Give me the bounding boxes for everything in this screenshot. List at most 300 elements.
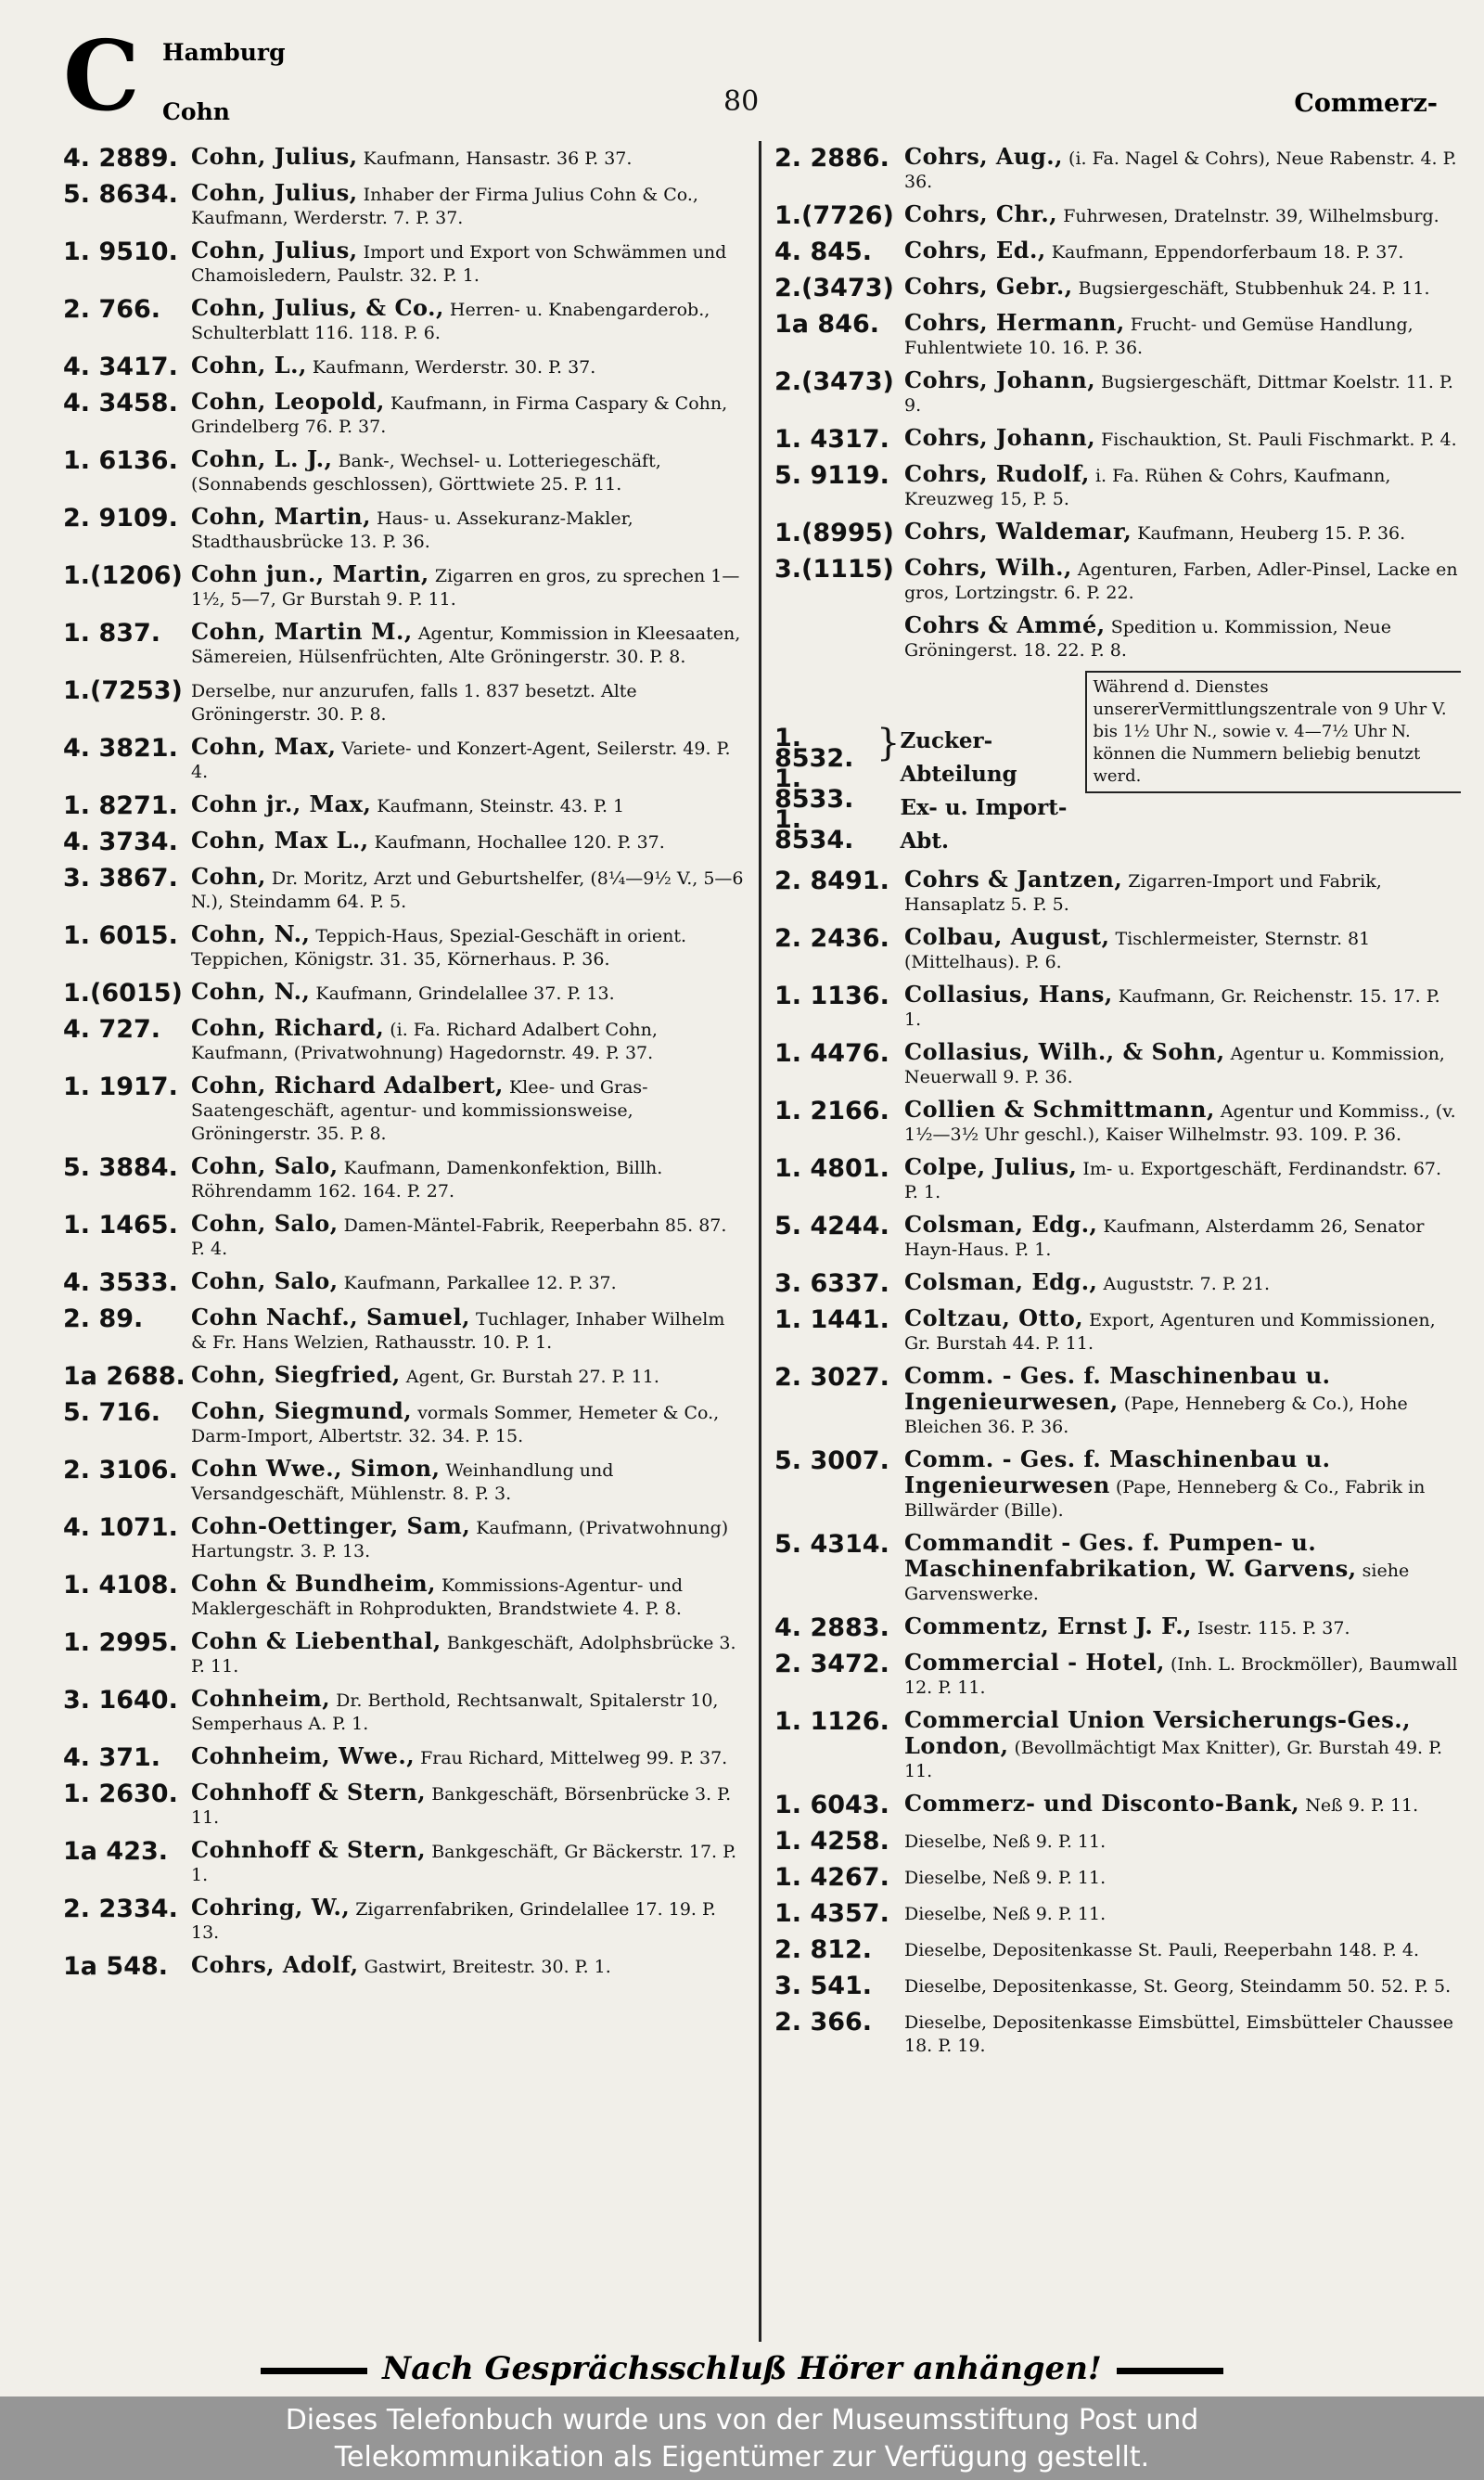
subscriber-name: Collien & Schmittmann, (904, 1096, 1215, 1123)
phone-number: 3. 1640. (63, 1686, 178, 1715)
phone-number: 3.(1115) (774, 555, 894, 584)
listing-entry (774, 1936, 1461, 1964)
listing-text (191, 1953, 745, 1979)
listing-details: Isestr. 115. P. 37. (1196, 1618, 1350, 1638)
listing-entry (774, 145, 1461, 194)
phone-number: 1. 6136. (63, 446, 178, 475)
listing-details: Frucht- und Gemüse Handlung, Fuhlentwiete 10. 16. P. 36. (904, 315, 1414, 358)
subscriber-name: Cohn, Salo, (191, 1152, 339, 1179)
listing-details: Kommissions-Agentur- und Maklergeschäft in Rohprodukten, Brandstwiete 4. P. 8. (191, 1575, 684, 1619)
listing-text (904, 1213, 1461, 1262)
listing-entry (63, 145, 745, 173)
listing-details: Klee- und Gras-Saatengeschäft, agentur- und kommissionsweise, Gröningerstr. 35. P. 8. (191, 1077, 648, 1144)
subscriber-name: Coltzau, Otto, (904, 1304, 1084, 1331)
listing-details: Bankgeschäft, Gr Bäckerstr. 17. P. 1. (191, 1842, 737, 1885)
listing-details: Dieselbe, Neß 9. P. 11. (904, 1868, 1107, 1888)
listing-details: Inhaber der Firma Julius Cohn & Co., Kaufmann, Werderstr. 7. P. 37. (191, 185, 698, 228)
listing-entry (63, 1457, 745, 1506)
listing-text (904, 1306, 1461, 1356)
phone-number: 2. 366. (774, 2008, 873, 2037)
listing-text (904, 1447, 1461, 1523)
listing-entry (63, 1073, 745, 1146)
listing-details: i. Fa. Rühen & Cohrs, Kaufmann, Kreuzweg 15, P. 5. (904, 466, 1391, 509)
listing-details: Bankgeschäft, Adolphsbrücke 3. P. 11. (191, 1633, 736, 1677)
phone-number: 4. 727. (63, 1015, 161, 1044)
listing-details: Variete- und Konzert-Agent, Seilerstr. 49. P. 4. (191, 739, 731, 782)
listing-text (904, 613, 1461, 662)
listing-entry (63, 865, 745, 914)
listing-entry (63, 505, 745, 554)
subscriber-name: Cohn, Richard Adalbert, (191, 1072, 504, 1099)
box-number: 1. 8534. (774, 805, 854, 855)
listing-details: Im- u. Exportgeschäft, Ferdinandstr. 67. P. 1. (904, 1159, 1442, 1202)
phone-number: 5. 4314. (774, 1530, 889, 1559)
listing-entry (63, 181, 745, 230)
listing-entry (63, 1269, 745, 1297)
listing-details: Gastwirt, Breitestr. 30. P. 1. (364, 1957, 611, 1977)
box-labels (900, 725, 1085, 858)
listing-entry (63, 1305, 745, 1355)
page-number: 80 (723, 85, 760, 118)
listing-entry (774, 275, 1461, 302)
phone-number: 1. 1136. (774, 982, 889, 1010)
listing-details: Damen-Mäntel-Fabrik, Reeperbahn 85. 87. P. 4. (191, 1215, 727, 1259)
subscriber-name: Commercial - Hotel, (904, 1649, 1165, 1676)
subscriber-name: Cohn, Julius, (191, 179, 358, 206)
listing-details: vormals Sommer, Hemeter & Co., Darm-Import, Albertstr. 32. 34. P. 15. (191, 1403, 720, 1446)
slogan-rule-left (261, 2368, 367, 2374)
listing-details: Fuhrwesen, Dratelnstr. 39, Wilhelmsburg. (1063, 206, 1439, 226)
listing-entry (63, 792, 745, 820)
phone-number: 2. 8491. (774, 867, 889, 895)
listing-details: Bank-, Wechsel- u. Lotteriegeschäft, (Sonnabends geschlossen), Görttwiete 25. P. 11. (191, 451, 661, 495)
subscriber-name: Commerz- und Disconto-Bank, (904, 1790, 1300, 1817)
phone-number: 2. 2886. (774, 144, 889, 173)
listing-entry (63, 1953, 745, 1981)
listing-entry (774, 1900, 1461, 1928)
credit-line: Telekommunikation als Eigentümer zur Verfügung gestellt. (334, 2441, 1150, 2474)
phone-number: 1. 9510. (63, 238, 178, 266)
listing-text (191, 1838, 745, 1887)
listing-text (191, 1073, 745, 1146)
phone-number: 1. 4357. (774, 1899, 889, 1928)
listing-text (191, 1780, 745, 1830)
listing-entry (63, 1154, 745, 1203)
subscriber-name: Cohrs, Johann, (904, 366, 1096, 393)
listing-text (904, 1864, 1461, 1890)
listing-details: Kaufmann, Parkallee 12. P. 37. (343, 1273, 617, 1293)
page-header (0, 0, 1484, 139)
listing-details: Auguststr. 7. P. 21. (1103, 1274, 1271, 1294)
listing-text (904, 556, 1461, 605)
subscriber-name: Cohn, L. J., (191, 445, 333, 472)
phone-number: 3. 6337. (774, 1269, 889, 1298)
section-letter: C (63, 19, 140, 133)
listing-details: Kaufmann, Damenkonfektion, Billh. Röhrendamm 162. 164. P. 27. (191, 1158, 663, 1201)
slogan-rule-right (1117, 2368, 1223, 2374)
listing-details: Dieselbe, Depositenkasse St. Pauli, Reeperbahn 148. P. 4. (904, 1940, 1419, 1960)
subscriber-name: Cohnheim, Wwe., (191, 1742, 416, 1769)
phone-number: 2. 3106. (63, 1456, 178, 1484)
phone-number: 2.(3473) (774, 274, 894, 302)
subscriber-name: Cohn & Bundheim, (191, 1570, 436, 1597)
subscriber-name: Cohn Wwe., Simon, (191, 1455, 441, 1482)
listing-entry (774, 238, 1461, 266)
listing-entry (63, 390, 745, 439)
subscriber-name: Cohn, Julius, & Co., (191, 294, 444, 321)
listing-text (191, 922, 745, 971)
listing-text (904, 462, 1461, 511)
listing-entry (63, 735, 745, 784)
listing-entry (63, 353, 745, 381)
listing-text (191, 1212, 745, 1261)
listing-entry (63, 620, 745, 669)
listing-entry (63, 1744, 745, 1772)
subscriber-name: Cohring, W., (191, 1894, 351, 1921)
listing-text (191, 1629, 745, 1678)
listing-text (191, 1457, 745, 1506)
listing-details: (Pape, Henneberg & Co.), Hohe Bleichen 36. P. 36. (904, 1394, 1408, 1437)
subscriber-name: Cohn-Oettinger, Sam, (191, 1512, 471, 1539)
listing-details: (i. Fa. Nagel & Cohrs), Neue Rabenstr. 4. P. 36. (904, 148, 1457, 192)
listing-text (904, 1270, 1461, 1296)
listing-entry (774, 925, 1461, 974)
listing-entry (63, 1572, 745, 1621)
listing-text (191, 145, 745, 171)
subscriber-name: Cohnhoff & Stern, (191, 1836, 427, 1863)
listing-text (191, 1016, 745, 1065)
box-number: 1. 8532. (774, 724, 854, 773)
exchange-box (774, 671, 1461, 858)
credit-line: Dieses Telefonbuch wurde uns von der Museumsstiftung Post und (285, 2404, 1199, 2436)
phone-number: 1. 2995. (63, 1628, 178, 1657)
subscriber-name: Cohn, Richard, (191, 1014, 385, 1041)
listing-text (904, 275, 1461, 301)
listing-entry (774, 867, 1461, 917)
listing-details: Derselbe, nur anzurufen, falls 1. 837 besetzt. Alte Gröningerstr. 30. P. 8. (191, 681, 637, 725)
phone-number: 4. 2889. (63, 144, 178, 173)
listing-details: Dieselbe, Depositenkasse Eimsbüttel, Eimsbütteler Chaussee 18. P. 19. (904, 2012, 1453, 2056)
listing-entry (63, 1363, 745, 1391)
listing-text (191, 447, 745, 496)
listing-details: siehe Garvenswerke. (904, 1561, 1410, 1604)
phone-number: 1. 1917. (63, 1073, 178, 1101)
phone-number: 1.(6015) (63, 979, 183, 1008)
phone-number: 2. 3472. (774, 1650, 889, 1678)
listing-details: Spedition u. Kommission, Neue Gröningerst. 18. 22. P. 8. (904, 617, 1392, 661)
header-keyword: Commerz- (1294, 89, 1438, 118)
subscriber-name: Cohrs & Ammé, (904, 611, 1106, 638)
listing-details: Agentur und Kommiss., (v. 1½—3½ Uhr geschl.), Kaiser Wilhelmstr. 93. 109. P. 36. (904, 1101, 1456, 1145)
listing-details: Dieselbe, Neß 9. P. 11. (904, 1831, 1107, 1852)
listing-entry (63, 1399, 745, 1448)
listing-details: Neß 9. P. 11. (1305, 1795, 1419, 1816)
phone-number: 5. 3007. (774, 1446, 889, 1475)
listing-details: Dieselbe, Depositenkasse, St. Georg, Steindamm 50. 52. P. 5. (904, 1976, 1452, 1997)
subscriber-name: Cohn, Max L., (191, 827, 369, 854)
phone-number: 2. 812. (774, 1935, 873, 1964)
listing-details: Kaufmann, Alsterdamm 26, Senator Hayn-Haus. P. 1. (904, 1216, 1425, 1260)
listing-details: Import und Export von Schwämmen und Chamoisledern, Paulstr. 32. P. 1. (191, 242, 727, 286)
listing-text (191, 390, 745, 439)
phone-number: 3. 3867. (63, 864, 178, 893)
listing-details: Kaufmann, Hochallee 120. P. 37. (374, 832, 665, 853)
listing-details: Bugsiergeschäft, Stubbenhuk 24. P. 11. (1078, 278, 1430, 299)
listing-text (191, 865, 745, 914)
listing-entry (774, 1447, 1461, 1523)
subscriber-name: Cohrs, Chr., (904, 200, 1058, 227)
listing-text (191, 735, 745, 784)
subscriber-name: Cohn, Siegmund, (191, 1397, 413, 1424)
phone-number: 1. 837. (63, 619, 161, 648)
header-name-range: Cohn (162, 98, 230, 125)
listing-text (191, 1154, 745, 1203)
phone-number: 1. 4108. (63, 1571, 178, 1600)
phone-number: 1.(7253) (63, 676, 183, 705)
listing-details: Dr. Berthold, Rechtsanwalt, Spitalerstr 10, Semperhaus A. P. 1. (191, 1690, 719, 1734)
listing-details: Bankgeschäft, Börsenbrücke 3. P. 11. (191, 1784, 732, 1828)
listing-details: Kaufmann, Gr. Reichenstr. 15. 17. P. 1. (904, 986, 1440, 1030)
subscriber-name: Cohn, N., (191, 978, 311, 1005)
listing-entry (63, 1212, 745, 1261)
phone-number: 5. 3884. (63, 1153, 178, 1182)
listing-text (191, 1572, 745, 1621)
phone-number: 2. 9109. (63, 504, 178, 533)
listing-entry (63, 922, 745, 971)
subscriber-name: Cohrs, Ed., (904, 237, 1046, 263)
listing-details: Kaufmann, Steinstr. 43. P. 1 (377, 796, 625, 816)
listing-text (191, 1687, 745, 1736)
slogan (0, 2350, 1484, 2387)
phone-number: 1.(1206) (63, 561, 183, 590)
listing-entry (63, 1514, 745, 1563)
subscriber-name: Comm. - Ges. f. Maschinenbau u. Ingenieurwesen (904, 1446, 1331, 1498)
listing-text (904, 520, 1461, 546)
listing-entry (63, 296, 745, 345)
subscriber-name: Cohn, Julius, (191, 143, 358, 170)
phone-number: 4. 3458. (63, 389, 178, 418)
listing-details: Kaufmann, Grindelallee 37. P. 13. (315, 983, 615, 1004)
listing-entry (774, 1270, 1461, 1298)
phone-number: 1. 2166. (774, 1097, 889, 1125)
listing-text (191, 238, 745, 288)
phone-number: 1. 4267. (774, 1863, 889, 1892)
phone-number: 1. 1441. (774, 1305, 889, 1334)
listing-text (904, 1040, 1461, 1089)
listing-entry (774, 1708, 1461, 1783)
phone-number: 3. 541. (774, 1972, 873, 2000)
listing-details: Bugsiergeschäft, Dittmar Koelstr. 11. P. 9. (904, 372, 1453, 416)
listing-text (191, 829, 745, 855)
listing-text (904, 1155, 1461, 1204)
subscriber-name: Cohn, Siegfried, (191, 1361, 401, 1388)
box-numbers (774, 724, 876, 855)
box-label-export: Ex- u. Import-Abt. (900, 795, 1068, 854)
header-city: Hamburg (162, 39, 286, 66)
phone-number: 5. 9119. (774, 461, 889, 490)
listing-details: Kaufmann, Heuberg 15. P. 36. (1137, 523, 1406, 544)
listing-details: Export, Agenturen und Kommissionen, Gr. Burstah 44. P. 11. (904, 1310, 1436, 1354)
brace-glyph: } (876, 722, 901, 765)
subscriber-name: Cohrs, Aug., (904, 143, 1063, 170)
listing-entry (63, 562, 745, 611)
listing-entry (774, 1651, 1461, 1700)
listing-details: (Inh. L. Brockmöller), Baumwall 12. P. 11. (904, 1654, 1458, 1698)
phone-number: 5. 8634. (63, 180, 178, 209)
phone-number: 1a 846. (774, 310, 880, 339)
listing-entry (774, 202, 1461, 230)
listing-text (904, 1098, 1461, 1147)
listing-entry (63, 1629, 745, 1678)
listing-entry (774, 368, 1461, 418)
right-column-top (774, 145, 1461, 662)
right-column (774, 145, 1461, 2066)
phone-number: 4. 3821. (63, 734, 178, 763)
subscriber-name: Cohn Nachf., Samuel, (191, 1304, 470, 1330)
subscriber-name: Cohn, Salo, (191, 1210, 339, 1237)
listing-entry (63, 447, 745, 496)
listing-text (191, 296, 745, 345)
subscriber-name: Cohrs, Johann, (904, 424, 1096, 451)
listing-details: Weinhandlung und Versandgeschäft, Mühlenstr. 8. P. 3. (191, 1460, 614, 1504)
subscriber-name: Commandit - Ges. f. Pumpen- u. Maschinenfabrikation, W. Garvens, (904, 1529, 1357, 1582)
listing-text (904, 311, 1461, 360)
listing-text (904, 1651, 1461, 1700)
subscriber-name: Cohrs, Wilh., (904, 554, 1072, 581)
phone-number: 4. 3417. (63, 353, 178, 381)
subscriber-name: Cohrs, Waldemar, (904, 518, 1132, 545)
listing-details: Herren- u. Knabengarderob., Schulterblatt 116. 118. P. 6. (191, 300, 710, 343)
credit-banner (0, 2396, 1484, 2480)
subscriber-name: Cohrs, Gebr., (904, 273, 1073, 300)
listing-details: Zigarren en gros, zu sprechen 1—1½, 5—7, Gr Burstah 9. P. 11. (191, 566, 740, 610)
subscriber-name: Comm. - Ges. f. Maschinenbau u. Ingenieurwesen, (904, 1362, 1331, 1415)
subscriber-name: Cohn, L., (191, 352, 307, 379)
phone-number: 1.(7726) (774, 201, 894, 230)
listing-text (191, 1895, 745, 1945)
subscriber-name: Cohrs, Rudolf, (904, 460, 1090, 487)
listing-text (904, 1708, 1461, 1783)
phone-number: 2. 2436. (774, 924, 889, 953)
phone-number: 5. 716. (63, 1398, 161, 1427)
listing-text (191, 181, 745, 230)
listing-text (191, 677, 745, 726)
phone-number: 1. 1126. (774, 1707, 889, 1736)
phone-number: 1a 2688. (63, 1362, 186, 1391)
listing-text (191, 1399, 745, 1448)
listing-text (904, 1792, 1461, 1818)
listing-entry (63, 1780, 745, 1830)
subscriber-name: Colsman, Edg., (904, 1268, 1098, 1295)
subscriber-name: Cohrs, Hermann, (904, 309, 1125, 336)
phone-number: 4. 3734. (63, 828, 178, 856)
listing-entry (63, 238, 745, 288)
listing-text (904, 1364, 1461, 1439)
listing-entry (774, 613, 1461, 662)
subscriber-name: Cohn, Max, (191, 733, 337, 760)
subscriber-name: Cohrs & Jantzen, (904, 866, 1123, 893)
subscriber-name: Colpe, Julius, (904, 1153, 1078, 1180)
phone-number: 2. 2334. (63, 1895, 178, 1923)
phone-number: 2. 3027. (774, 1363, 889, 1392)
left-column (63, 145, 745, 1989)
listing-details: Agentur, Kommission in Kleesaaten, Sämereien, Hülsenfrüchten, Alte Gröningerstr. 30. P. 8. (191, 623, 741, 667)
listing-text (191, 792, 745, 818)
listing-details: Kaufmann, Eppendorferbaum 18. P. 37. (1051, 242, 1404, 263)
listing-text (191, 620, 745, 669)
subscriber-name: Colsman, Edg., (904, 1211, 1098, 1238)
phone-number: 4. 371. (63, 1743, 161, 1772)
listing-entry (63, 1895, 745, 1945)
listing-entry (774, 983, 1461, 1032)
listing-entry (774, 556, 1461, 605)
phone-number: 5. 4244. (774, 1212, 889, 1240)
listing-details: Haus- u. Assekuranz-Makler, Stadthausbrücke 13. P. 36. (191, 508, 633, 552)
phone-number: 1. 1465. (63, 1211, 178, 1240)
listing-entry (774, 520, 1461, 547)
subscriber-name: Cohn jun., Martin, (191, 560, 429, 587)
listing-entry (63, 1687, 745, 1736)
subscriber-name: Collasius, Wilh., & Sohn, (904, 1038, 1225, 1065)
listing-text (904, 2009, 1461, 2058)
listing-details: Fischauktion, St. Pauli Fischmarkt. P. 4. (1101, 430, 1457, 450)
listing-details: Kaufmann, Hansastr. 36 P. 37. (363, 148, 633, 169)
subscriber-name: Commercial Union Versicherungs-Ges., London, (904, 1706, 1411, 1759)
listing-details: (i. Fa. Richard Adalbert Cohn, Kaufmann, (Privatwohnung) Hagedornstr. 49. P. 37. (191, 1020, 658, 1063)
listing-text (904, 1828, 1461, 1854)
phone-number: 1. 4801. (774, 1154, 889, 1183)
listing-text (904, 238, 1461, 264)
listing-text (904, 925, 1461, 974)
listing-text (191, 505, 745, 554)
phone-number: 1.(8995) (774, 519, 894, 547)
box-number: 1. 8533. (774, 765, 854, 814)
listing-text (191, 562, 745, 611)
phone-number: 4. 1071. (63, 1513, 178, 1542)
subscriber-name: Cohnheim, (191, 1685, 331, 1712)
listing-text (904, 983, 1461, 1032)
listing-details: (Pape, Henneberg & Co., Fabrik in Billwärder (Bille). (904, 1477, 1426, 1521)
phone-number: 1. 4258. (774, 1827, 889, 1856)
listing-entry (774, 1972, 1461, 2000)
listing-entry (774, 1792, 1461, 1819)
listing-entry (774, 1864, 1461, 1892)
listing-entry (774, 1306, 1461, 1356)
listing-text (191, 1744, 745, 1770)
listing-text (191, 1269, 745, 1295)
listing-text (904, 1900, 1461, 1926)
phone-number: 1. 2630. (63, 1780, 178, 1808)
listing-text (904, 867, 1461, 917)
listing-entry (774, 1828, 1461, 1856)
phone-number: 1a 548. (63, 1952, 169, 1981)
subscriber-name: Collasius, Hans, (904, 981, 1113, 1008)
listing-details: Agentur u. Kommission, Neuerwall 9. P. 36. (904, 1044, 1445, 1087)
listing-details: Tuchlager, Inhaber Wilhelm & Fr. Hans Welzien, Rathausstr. 10. P. 1. (191, 1309, 725, 1353)
phone-number: 4. 2883. (774, 1613, 889, 1642)
listing-details: Tischlermeister, Sternstr. 81 (Mittelhaus). P. 6. (904, 929, 1371, 972)
listing-entry (63, 1838, 745, 1887)
listing-text (904, 1936, 1461, 1962)
listing-text (904, 368, 1461, 418)
service-hours-note: Während d. Dienstes unsererVermittlungszentrale von 9 Uhr V. bis 1½ Uhr N., sowie v. 4—7½ Uhr N. können die Nummern beliebig benutzt werd. (1085, 671, 1461, 793)
listing-text (191, 1514, 745, 1563)
listing-details: Dr. Moritz, Arzt und Geburtshelfer, (8¼—9½ V., 5—6 N.), Steindamm 64. P. 5. (191, 868, 744, 912)
subscriber-name: Cohnhoff & Stern, (191, 1779, 427, 1805)
subscriber-name: Cohn jr., Max, (191, 790, 372, 817)
listing-details: Frau Richard, Mittelweg 99. P. 37. (420, 1748, 728, 1768)
listing-details: Kaufmann, in Firma Caspary & Cohn, Grindelberg 76. P. 37. (191, 393, 728, 437)
